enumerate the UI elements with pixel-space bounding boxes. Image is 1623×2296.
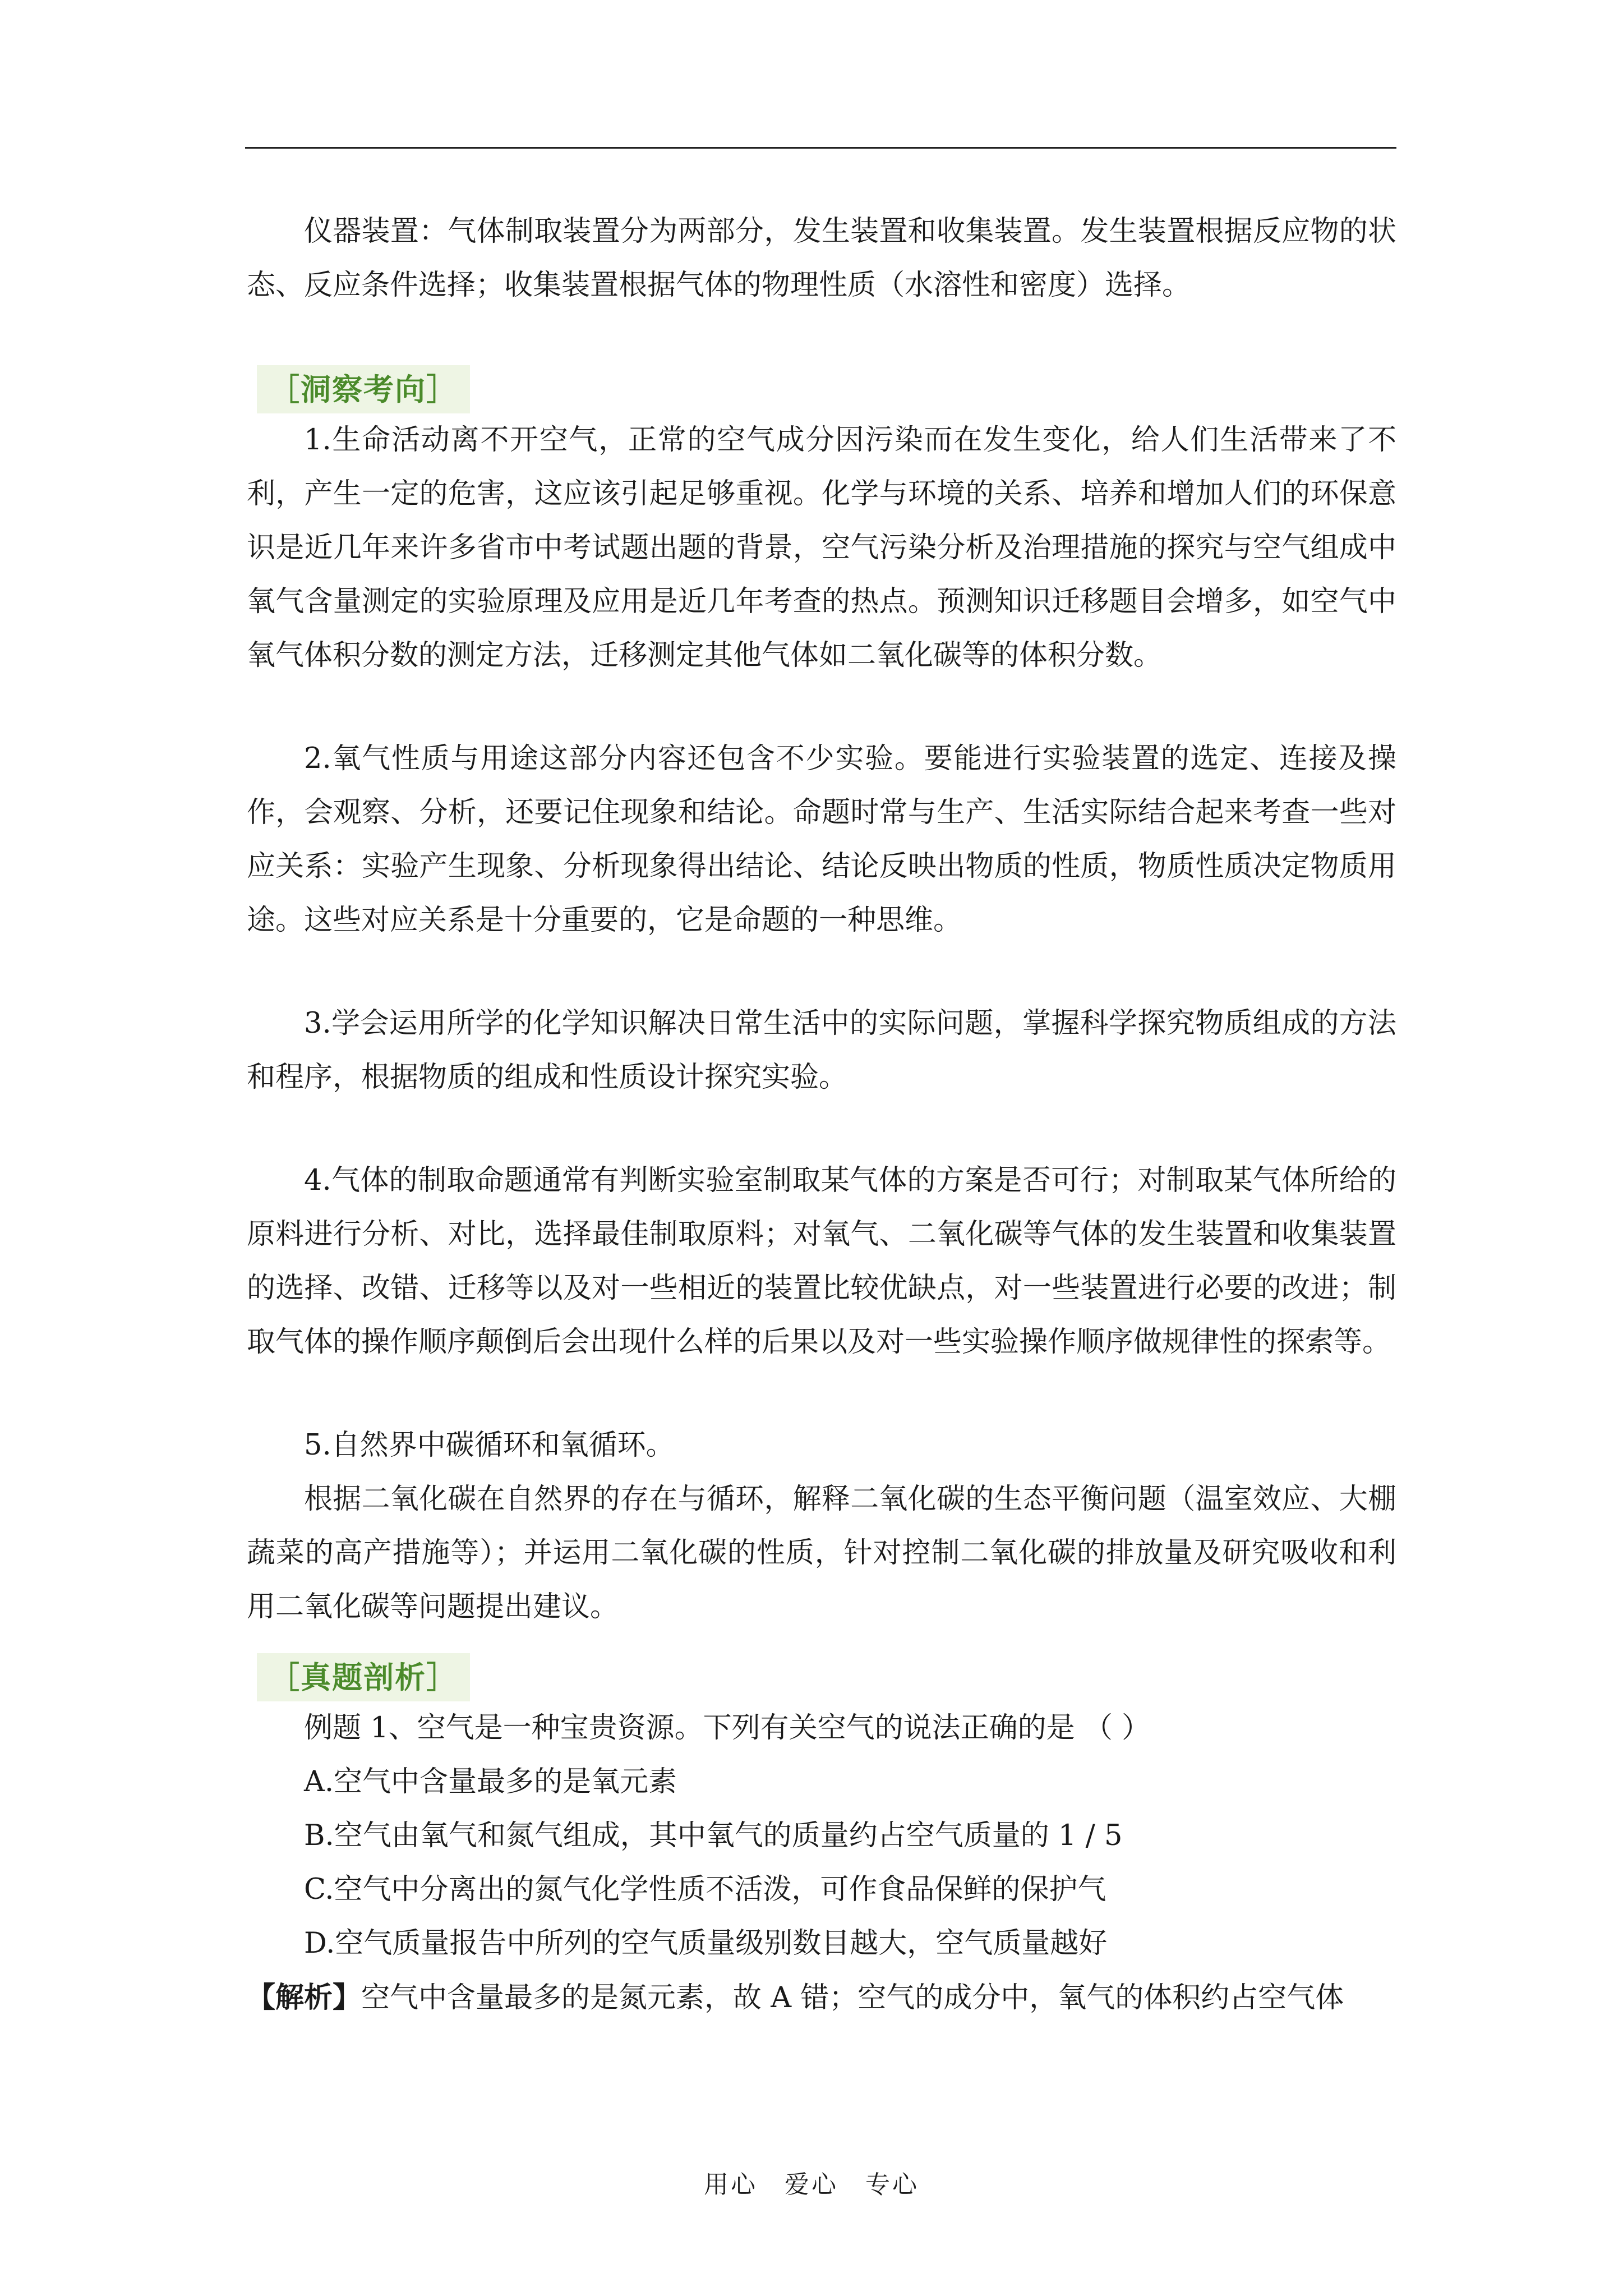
paragraph-3: 3.学会运用所学的化学知识解决日常生活中的实际问题，掌握科学探究物质组成的方法和程序，根据物质的组成和性质设计探究实验。 <box>247 1007 1396 1094</box>
analysis-tag: 【解析】 <box>247 1981 362 2014</box>
option-a: A.空气中含量最多的是氧元素 <box>304 1765 677 1798</box>
page-content <box>247 205 1396 2025</box>
paragraph-5-body: 根据二氧化碳在自然界的存在与循环，解释二氧化碳的生态平衡问题（温室效应、大棚蔬菜的高产措施等）；并运用二氧化碳的性质，针对控制二氧化碳的排放量及研究吸收和利用二氧化碳等问题提出建议。 <box>247 1483 1396 1623</box>
paragraph-4: 4.气体的制取命题通常有判断实验室制取某气体的方案是否可行；对制取某气体所给的原料进行分析、对比，选择最佳制取原料；对氧气、二氧化碳等气体的发生装置和收集装置的选择、改错、迁移等以及对一些相近的装置比较优缺点，对一些装置进行必要的改进；制取气体的操作顺序颠倒后会出现什么样的后果以及对一些实验操作顺序做规律性的探索等。 <box>247 1164 1396 1359</box>
option-d: D.空气质量报告中所列的空气质量级别数目越大，空气质量越好 <box>304 1927 1108 1960</box>
paragraph-2: 2.氧气性质与用途这部分内容还包含不少实验。要能进行实验装置的选定、连接及操作，会观察、分析，还要记住现象和结论。命题时常与生产、生活实际结合起来考查一些对应关系：实验产生现象、分析现象得出结论、结论反映出物质的性质，物质性质决定物质用途。这些对应关系是十分重要的，它是命题的一种思维。 <box>247 742 1396 937</box>
option-c: C.空气中分离出的氮气化学性质不活泼，可作食品保鲜的保护气 <box>304 1873 1106 1906</box>
example-question: 例题 1、空气是一种宝贵资源。下列有关空气的说法正确的是 （ ） <box>304 1711 1151 1745</box>
example-options <box>247 1755 1396 1971</box>
section-heading-insight: ［洞察考向］ <box>257 365 470 413</box>
paragraph-1: 1.生命活动离不开空气，正常的空气成分因污染而在发生变化，给人们生活带来了不利，产生一定的危害，这应该引起足够重视。化学与环境的关系、培养和增加人们的环保意识是近几年来许多省市中考试题出题的背景，空气污染分析及治理措施的探究与空气组成中氧气含量测定的实验原理及应用是近几年考查的热点。预测知识迁移题目会增多，如空气中氧气体积分数的测定方法，迁移测定其他气体如二氧化碳等的体积分数。 <box>247 424 1396 672</box>
intro-paragraph: 仪器装置：气体制取装置分为两部分，发生装置和收集装置。发生装置根据反应物的状态、反应条件选择；收集装置根据气体的物理性质（水溶性和密度）选择。 <box>247 215 1396 302</box>
paragraph-5-title: 5.自然界中碳循环和氧循环。 <box>304 1429 675 1462</box>
section-heading-analysis: ［真题剖析］ <box>257 1653 470 1701</box>
option-b: B.空气由氧气和氮气组成，其中氧气的质量约占空气质量的 1 / 5 <box>304 1819 1123 1852</box>
header-rule <box>245 147 1396 149</box>
example-analysis <box>247 1971 1396 2025</box>
analysis-text: 空气中含量最多的是氮元素，故 A 错；空气的成分中，氧气的体积约占空气体 <box>361 1981 1344 2014</box>
page-footer: 用心 爱心 专心 <box>704 2170 919 2199</box>
